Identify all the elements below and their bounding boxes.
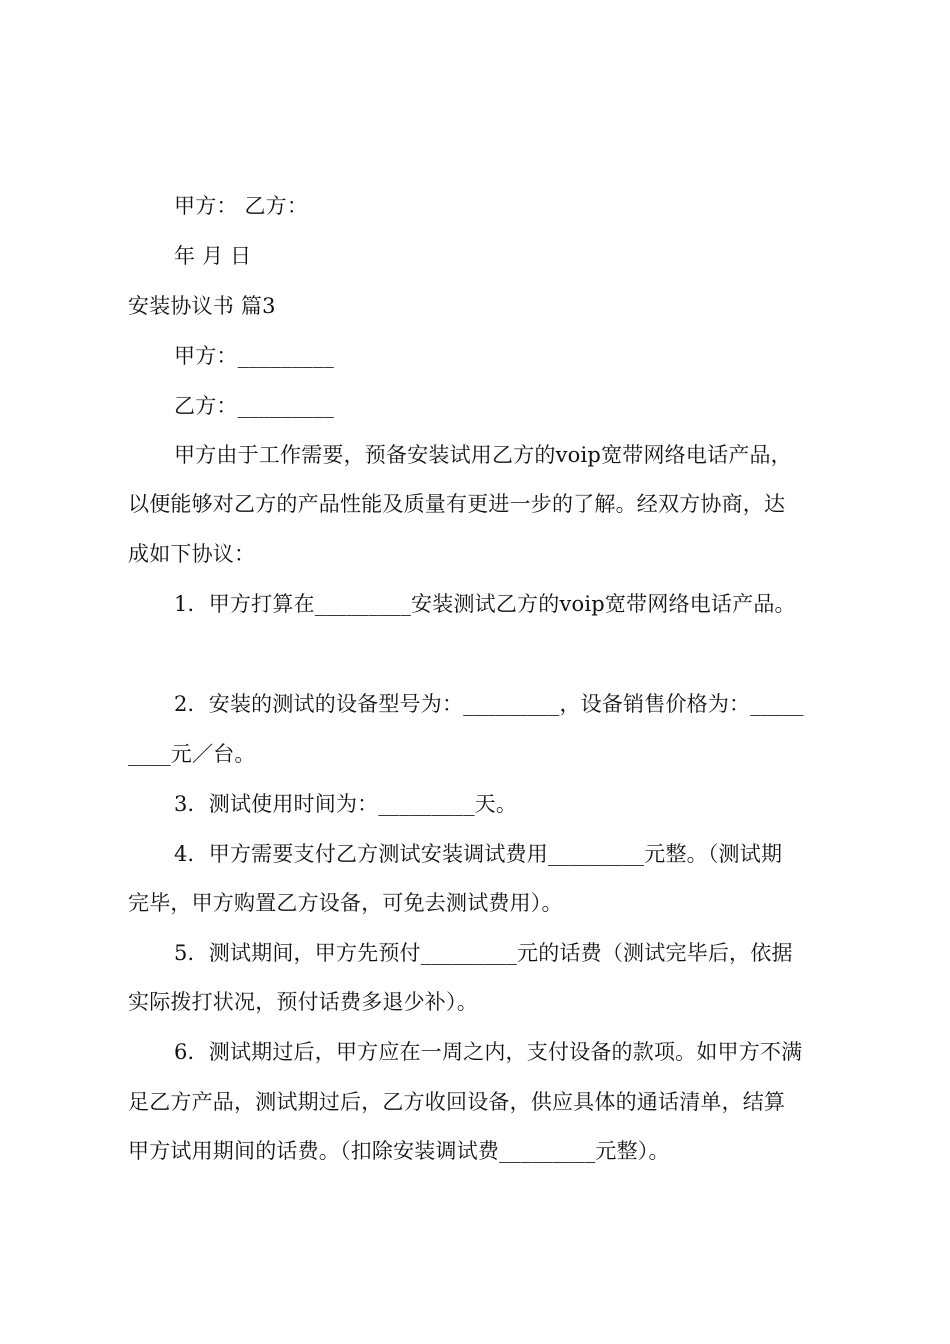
clause-3-line: 3．测试使用时间为：_________天。 [174, 792, 518, 816]
clause-4-line: 完毕，甲方购置乙方设备，可免去测试费用）。 [128, 891, 563, 915]
clause-4-line: 4．甲方需要支付乙方测试安装调试费用_________元整。（测试期 [174, 842, 783, 866]
clause-5-line: 5．测试期间，甲方先预付_________元的话费（测试完毕后，依据 [174, 941, 793, 965]
party-a-field: 甲方：_________ [174, 344, 334, 368]
clause-6-line: 足乙方产品，测试期过后，乙方收回设备，供应具体的通话清单，结算 [128, 1090, 786, 1114]
clause-2-line: ____元／台。 [128, 742, 256, 766]
clause-5-line: 实际拨打状况，预付话费多退少补）。 [128, 990, 478, 1014]
clause-6-line: 甲方试用期间的话费。（扣除安装调试费_________元整）。 [128, 1139, 670, 1163]
intro-line: 以便能够对乙方的产品性能及质量有更进一步的了解。经双方协商，达 [128, 492, 786, 516]
intro-line: 甲方由于工作需要，预备安装试用乙方的voip宽带网络电话产品， [174, 443, 792, 467]
clause-2-line: 2．安装的测试的设备型号为：_________，设备销售价格为：_____ [174, 692, 804, 716]
clause-1-line: 1．甲方打算在_________安装测试乙方的voip宽带网络电话产品。 [174, 592, 796, 616]
clause-6-line: 6．测试期过后，甲方应在一周之内，支付设备的款项。如甲方不满 [174, 1040, 803, 1064]
intro-line: 成如下协议： [128, 542, 256, 566]
signature-parties-line: 甲方： 乙方： [174, 194, 309, 218]
section-heading: 安装协议书 篇3 [128, 294, 276, 318]
signature-date-line: 年 月 日 [174, 244, 252, 268]
party-b-field: 乙方：_________ [174, 394, 334, 418]
